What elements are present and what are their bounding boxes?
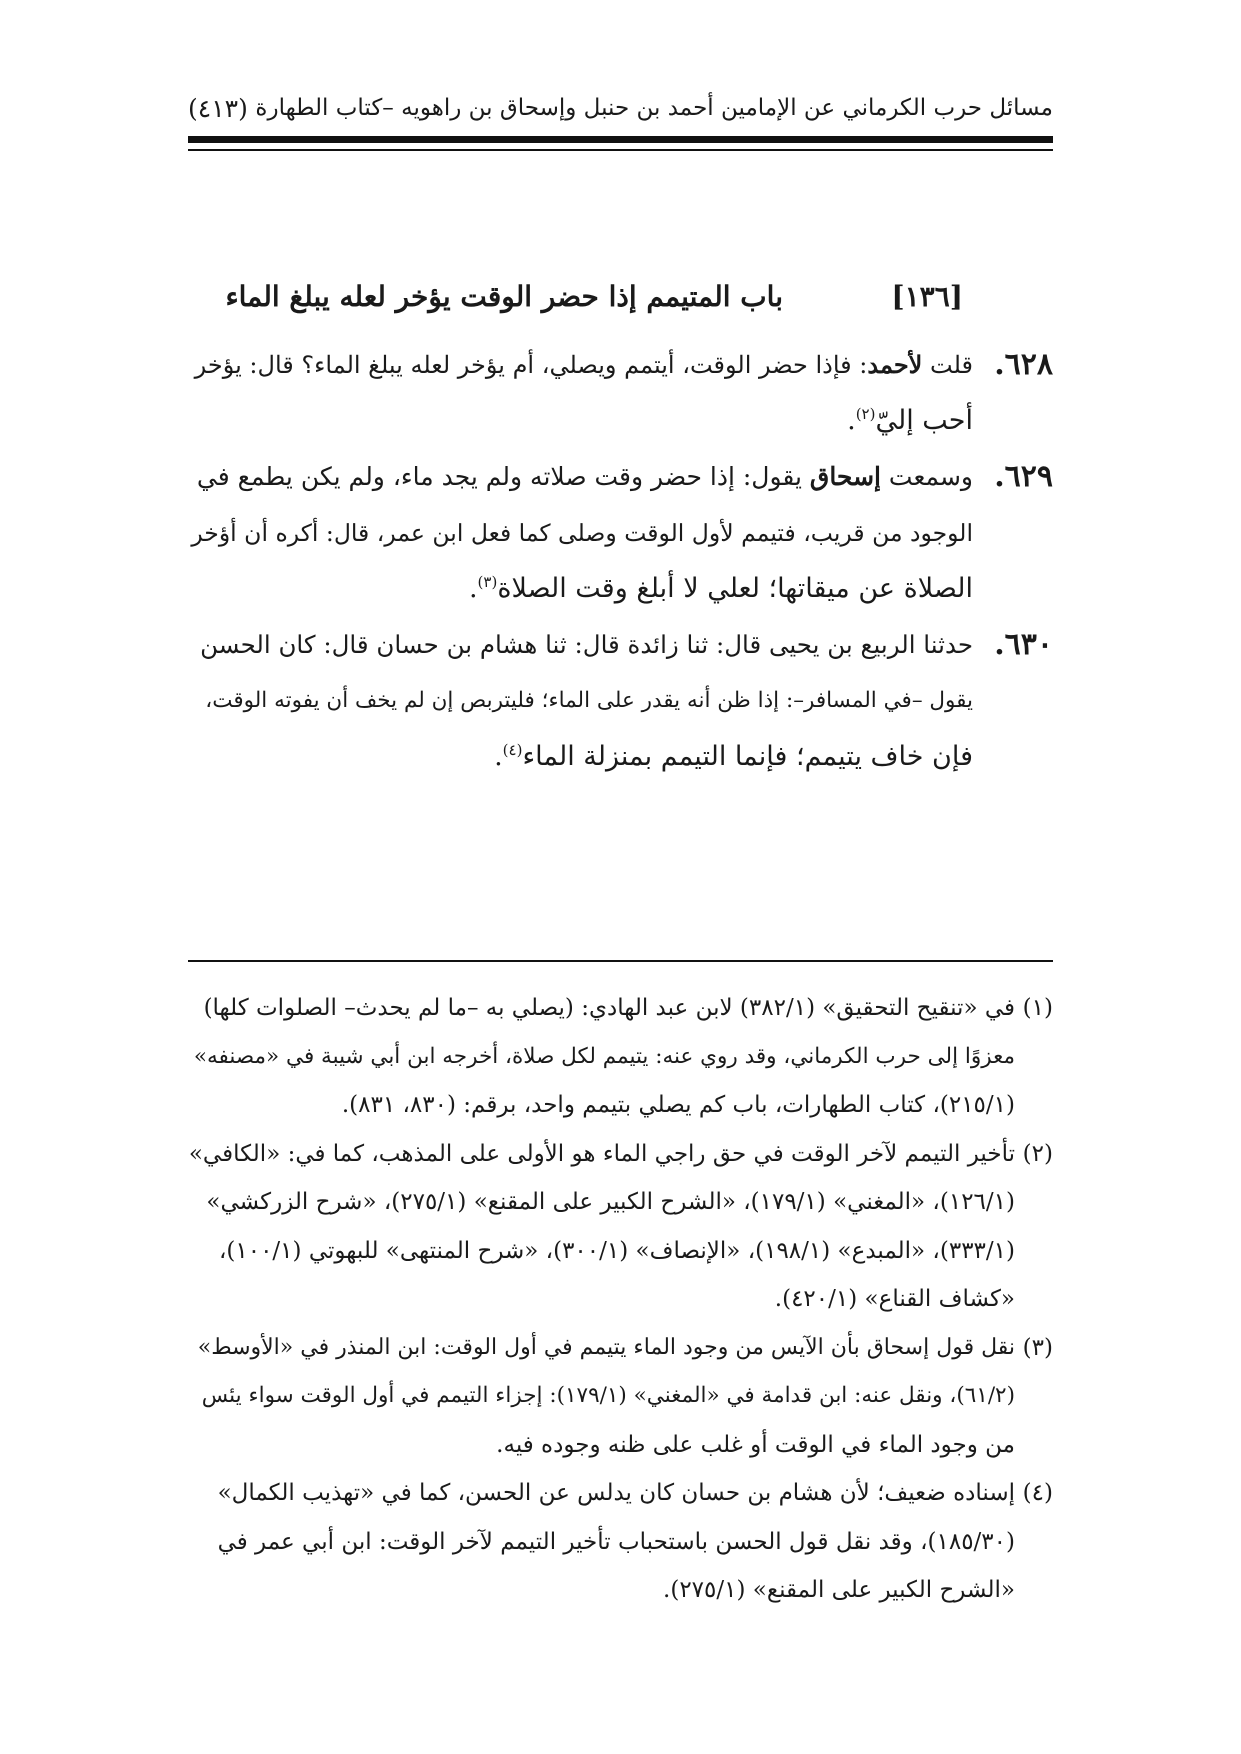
entry-line: فإن خاف يتيمم؛ فإنما التيمم بمنزلة الماء$^{(٤)}$. (494, 741, 973, 772)
footnote-ref: (٣) (477, 573, 498, 591)
footnote-number: (٣) (1022, 1334, 1053, 1361)
entry-line: قلت لأحمد: فإذا حضر الوقت، أيتمم ويصلي، أم يؤخر لعله يبلغ الماء؟ قال: يؤخر (194, 350, 973, 379)
footnote-line: تأخير التيمم لآخر الوقت في حق راجي الماء هو الأولى على المذهب، كما في: «الكافي» (188, 1140, 1015, 1167)
entry-number: ٦٢٩. (994, 459, 1053, 494)
footnote-line: (٢١٥/١)، كتاب الطهارات، باب كم يصلي بتيمم واحد، برقم: (٨٣٠، ٨٣١). (341, 1092, 1015, 1118)
entry-number: ٦٢٨. (994, 347, 1053, 382)
footnote-line: «الشرح الكبير على المقنع» (٢٧٥/١). (663, 1577, 1015, 1603)
footnote-line: (١٨٥/٣٠)، وقد نقل قول الحسن باستحباب تأخير التيمم لآخر الوقت: ابن أبي عمر في (217, 1528, 1015, 1555)
entry-line: الصلاة عن ميقاتها؛ لعلي لا أبلغ وقت الصلاة$^{(٣)}$. (468, 573, 973, 604)
header-rule-thin (188, 149, 1053, 151)
header-title: مسائل حرب الكرماني عن الإمامين أحمد بن حنبل وإسحاق بن راهويه –كتاب الطهارة (255, 95, 1053, 121)
entry-629 (188, 449, 1053, 617)
footnote-line: (٣٣٣/١)، «المبدع» (١٩٨/١)، «الإنصاف» (٣٠٠/١)، «شرح المنتهى» للبهوتي (١٠٠/١)، (218, 1237, 1015, 1264)
footnote-line: من وجود الماء في الوقت أو غلب على ظنه وجوده فيه. (496, 1431, 1015, 1458)
footnote-line: (٦١/٢)، ونقل عنه: ابن قدامة في «المغني» (١٧٩/١): إجزاء التيمم في أول الوقت سواء يئس (201, 1383, 1015, 1408)
footnote-ref: (٤) (502, 741, 523, 759)
chapter-heading (188, 280, 1053, 324)
entry-628 (188, 337, 1053, 449)
footnote-line: إسناده ضعيف؛ لأن هشام بن حسان كان يدلس عن الحسن، كما في «تهذيب الكمال» (217, 1480, 1015, 1506)
footnote-ref: (٢) (855, 405, 876, 423)
footnote-3 (188, 1324, 1053, 1470)
entry-number: ٦٣٠. (994, 627, 1053, 662)
entry-line: الوجود من قريب، فتيمم لأول الوقت وصلى كما فعل ابن عمر، قال: أكره أن أؤخر (191, 519, 973, 547)
footnote-line: (١٢٦/١)، «المغني» (١٧٩/١)، «الشرح الكبير على المقنع» (٢٧٥/١)، «شرح الزركشي» (206, 1189, 1015, 1215)
footnote-2 (188, 1130, 1053, 1324)
footnote-line: في «تنقيح التحقيق» (٣٨٢/١) لابن عبد الهادي: (يصلي به –ما لم يحدث– الصلوات كلها) (203, 995, 1015, 1021)
entry-line: يقول –في المسافر–: إذا ظن أنه يقدر على الماء؛ فليتربص إن لم يخف أن يفوته الوقت، (205, 688, 973, 713)
chapter-number: [١٣٦] (891, 280, 963, 313)
entry-line: وسمعت إسحاق يقول: إذا حضر وقت صلاته ولم يجد ماء، ولم يكن يطمع في (196, 462, 973, 491)
footnote-line: نقل قول إسحاق بأن الآيس من وجود الماء يتيمم في أول الوقت: ابن المنذر في «الأوسط» (197, 1334, 1015, 1360)
footnote-1 (188, 984, 1053, 1130)
bold-name: إسحاق (809, 462, 881, 491)
running-header (188, 88, 1053, 128)
footnote-number: (٤) (1022, 1480, 1053, 1506)
entry-line: حدثنا الربيع بن يحيى قال: ثنا زائدة قال: ثنا هشام بن حسان قال: كان الحسن (200, 630, 973, 659)
footnote-number: (٢) (1022, 1140, 1053, 1167)
footnote-separator (188, 960, 1053, 962)
entries-list (188, 337, 1053, 785)
page-number: (٤١٣) (188, 93, 248, 123)
entry-line: أحب إليّ$^{(٢)}$. (847, 405, 973, 436)
chapter-title: باب المتيمم إذا حضر الوقت يؤخر لعله يبلغ الماء (225, 280, 783, 313)
footnote-line: «كشاف القناع» (٤٢٠/١). (774, 1286, 1015, 1312)
entry-630 (188, 617, 1053, 785)
footnote-number: (١) (1022, 995, 1053, 1021)
footnote-4 (188, 1469, 1053, 1615)
bold-name: لأحمد (867, 350, 923, 379)
footnotes-list (188, 984, 1053, 1615)
header-rule-thick (188, 136, 1053, 143)
footnote-line: معزوًا إلى حرب الكرماني، وقد روي عنه: يتيمم لكل صلاة، أخرجه ابن أبي شيبة في «مصنفه» (193, 1043, 1015, 1069)
